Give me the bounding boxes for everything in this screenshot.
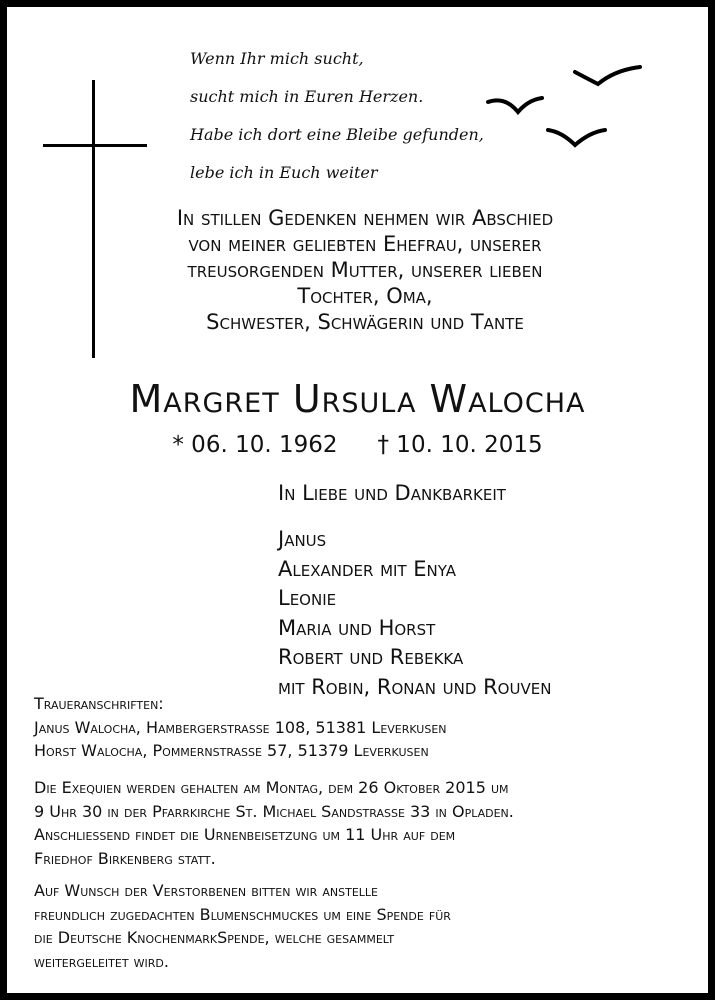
intro-line: In stillen Gedenken nehmen wir Abschied [176,206,554,230]
service-line: 9 Uhr 30 in der Pfarrkirche St. Michael Sandstrasse 33 in Opladen. [34,801,514,821]
poem-line: lebe ich in Euch weiter [190,163,378,182]
intro-line: treusorgenden Mutter, unserer lieben [187,258,543,282]
donation-block [34,879,451,973]
intro-text [160,205,570,335]
deceased-name: Margret Ursula Walocha [129,377,586,421]
donation-line: freundlich zugedachten Blumenschmuckes um eine Spende für [34,904,451,924]
address-line: Horst Walocha, Pommernstrasse 57, 51379 Leverkusen [34,741,429,760]
intro-line: Tochter, Oma, [297,284,433,308]
life-dates [0,432,715,458]
mourner: Alexander mit Enya [278,556,457,581]
donation-line: Auf Wunsch der Verstorbenen bitten wir anstelle [34,881,378,900]
address-line: Janus Walocha, Hambergerstrasse 108, 51381 Leverkusen [34,717,447,737]
mourner: mit Robin, Ronan und Rouven [278,674,552,699]
cross-icon [92,80,95,358]
mourner: Maria und Horst [278,615,436,640]
poem-line: Habe ich dort eine Bleibe gefunden, [190,125,484,144]
donation-line: weitergeleitet wird. [34,951,169,971]
birds-icon [480,60,650,160]
intro-line: Schwester, Schwägerin und Tante [206,310,524,334]
intro-line: von meiner geliebten Ehefrau, unserer [188,232,542,256]
poem-line: Wenn Ihr mich sucht, [190,49,364,68]
service-line: Die Exequien werden gehalten am Montag, dem 26 Oktober 2015 um [34,778,509,797]
addresses-block [34,692,447,763]
service-line: Anschliessend findet die Urnenbeisetzung um 11 Uhr auf dem [34,825,456,844]
cross-icon-bar [43,144,147,147]
service-block [34,776,514,870]
poem-line: sucht mich in Euren Herzen. [190,87,424,106]
mourners-list [278,525,551,702]
addresses-heading: Traueranschriften: [34,694,164,713]
mourner: Janus [278,527,327,551]
mourner: Robert und Rebekka [278,645,464,669]
mourner: Leonie [278,586,337,610]
death-date: † 10. 10. 2015 [377,432,543,458]
poem [190,46,484,198]
birth-date: * 06. 10. 1962 [172,432,338,458]
thanks-line: In Liebe und Dankbarkeit [278,481,506,505]
donation-line: die Deutsche KnochenmarkSpende, welche gesammelt [34,928,395,947]
service-line: Friedhof Birkenberg statt. [34,848,216,868]
